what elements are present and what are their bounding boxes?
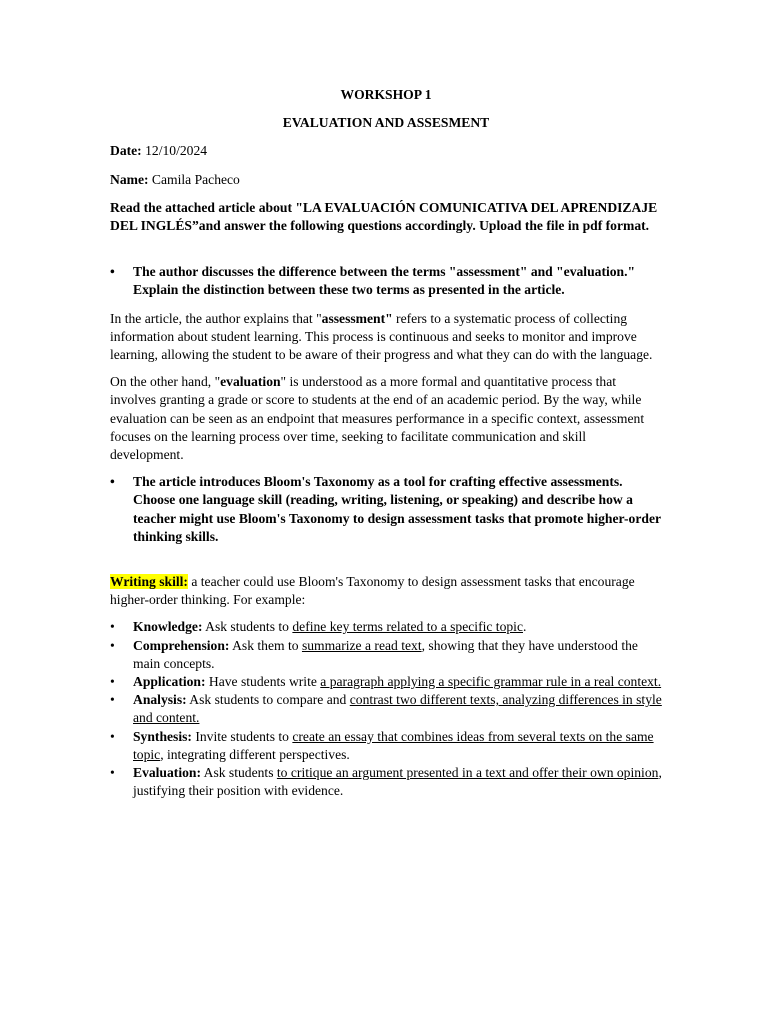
level-pre: Ask students [200, 765, 277, 781]
name-value: Camila Pacheco [151, 171, 240, 187]
level-pre: Have students write [205, 674, 321, 690]
answer-1-p1-rest: refers to a systematic process of collecting information about student learning. This process is continuous and seeks to monitor and improve learning, allowing the student to be aware of their progress and what they can do with the language. [110, 310, 653, 363]
level-post: , justifying their position with evidence. [133, 765, 662, 799]
skill-highlight: Writing skill: [110, 574, 188, 590]
bullet-icon: • [110, 728, 115, 744]
level-label: Application: [133, 674, 206, 690]
answer-1-paragraph-1 [110, 310, 662, 365]
answer-1-paragraph-2 [110, 373, 662, 464]
list-item [110, 618, 662, 636]
level-label: Analysis: [133, 692, 187, 708]
level-pre: Ask students to [202, 619, 293, 635]
level-task: summarize a read text [301, 637, 422, 653]
answer-1-p2-rest: " is understood as a more formal and quantitative process that involves granting a grade or score to students at the end of an academic period. By the way, while evaluation can be seen as an endpoint that measures performance in a specific context, assessment focuses on the learning process over time, seeking to facilitate communication and skill development. [110, 374, 645, 463]
list-item [110, 637, 662, 673]
bullet-icon: • [110, 765, 115, 781]
level-label: Synthesis: [133, 728, 192, 744]
bullet-icon: • [110, 619, 115, 635]
level-task: to critique an argument presented in a text and offer their own opinion [276, 765, 659, 781]
question-1-text: The author discusses the difference between the terms "assessment" and "evaluation." Explain the distinction between these two terms as presented in the article. [133, 264, 636, 298]
question-1 [110, 263, 662, 299]
answer-2-intro [110, 573, 662, 609]
date-line [110, 142, 662, 160]
level-label: Evaluation: [133, 765, 201, 781]
level-post: . [523, 619, 527, 635]
name-line [110, 171, 662, 189]
bullet-icon: • [110, 637, 115, 653]
list-item [110, 691, 662, 727]
bullet-icon: • [110, 674, 115, 690]
list-item [110, 764, 662, 800]
instructions: Read the attached article about "LA EVALUACIÓN COMUNICATIVA DEL APRENDIZAJE DEL INGLÉS”and answer the following questions accordingly. Upload the file in pdf format. [110, 199, 658, 234]
bloom-levels-list [110, 618, 662, 800]
question-2-list [110, 473, 662, 546]
date-value: 12/10/2024 [145, 143, 208, 159]
level-task: define key terms related to a specific topic [292, 619, 523, 635]
bullet-icon: • [110, 474, 115, 490]
answer-2-intro-text: a teacher could use Bloom's Taxonomy to design assessment tasks that encourage higher-order thinking. For example: [110, 574, 635, 608]
level-pre: Ask them to [229, 637, 302, 653]
bullet-icon: • [110, 264, 115, 280]
level-label: Knowledge: [133, 619, 203, 635]
term-assessment: assessment" [321, 310, 393, 326]
date-label: Date: [110, 143, 142, 159]
document-body [110, 86, 662, 801]
level-task: a paragraph applying a specific grammar rule in a real context. [320, 674, 662, 690]
list-item [110, 673, 662, 691]
level-task: contrast two different texts, analyzing differences in style and content. [133, 692, 662, 726]
level-post: , integrating different perspectives. [160, 746, 350, 762]
document-title: WORKSHOP 1 [340, 87, 432, 102]
level-post: , showing that they have understood the main concepts. [133, 637, 638, 671]
level-pre: Invite students to [191, 728, 293, 744]
level-pre: Ask students to compare and [186, 692, 350, 708]
term-evaluation: evaluation [220, 374, 281, 390]
bullet-icon: • [110, 692, 115, 708]
question-1-list [110, 263, 662, 299]
level-label: Comprehension: [133, 637, 230, 653]
list-item [110, 728, 662, 764]
name-label: Name: [110, 171, 149, 187]
document-subtitle: EVALUATION AND ASSESMENT [282, 115, 490, 131]
question-2-text: The article introduces Bloom's Taxonomy as a tool for crafting effective assessments. Choose one language skill (reading, writing, listening, or speaking) and describe how a teacher might use Bloom's Taxonomy to design assessment tasks that promote higher-order thinking skills. [133, 474, 661, 544]
level-task: create an essay that combines ideas from several texts on the same topic [133, 728, 654, 762]
question-2 [110, 473, 662, 546]
answer-1-p1-lead: In the article, the author explains that " [110, 310, 322, 326]
answer-1-p2-lead: On the other hand, " [110, 374, 221, 390]
